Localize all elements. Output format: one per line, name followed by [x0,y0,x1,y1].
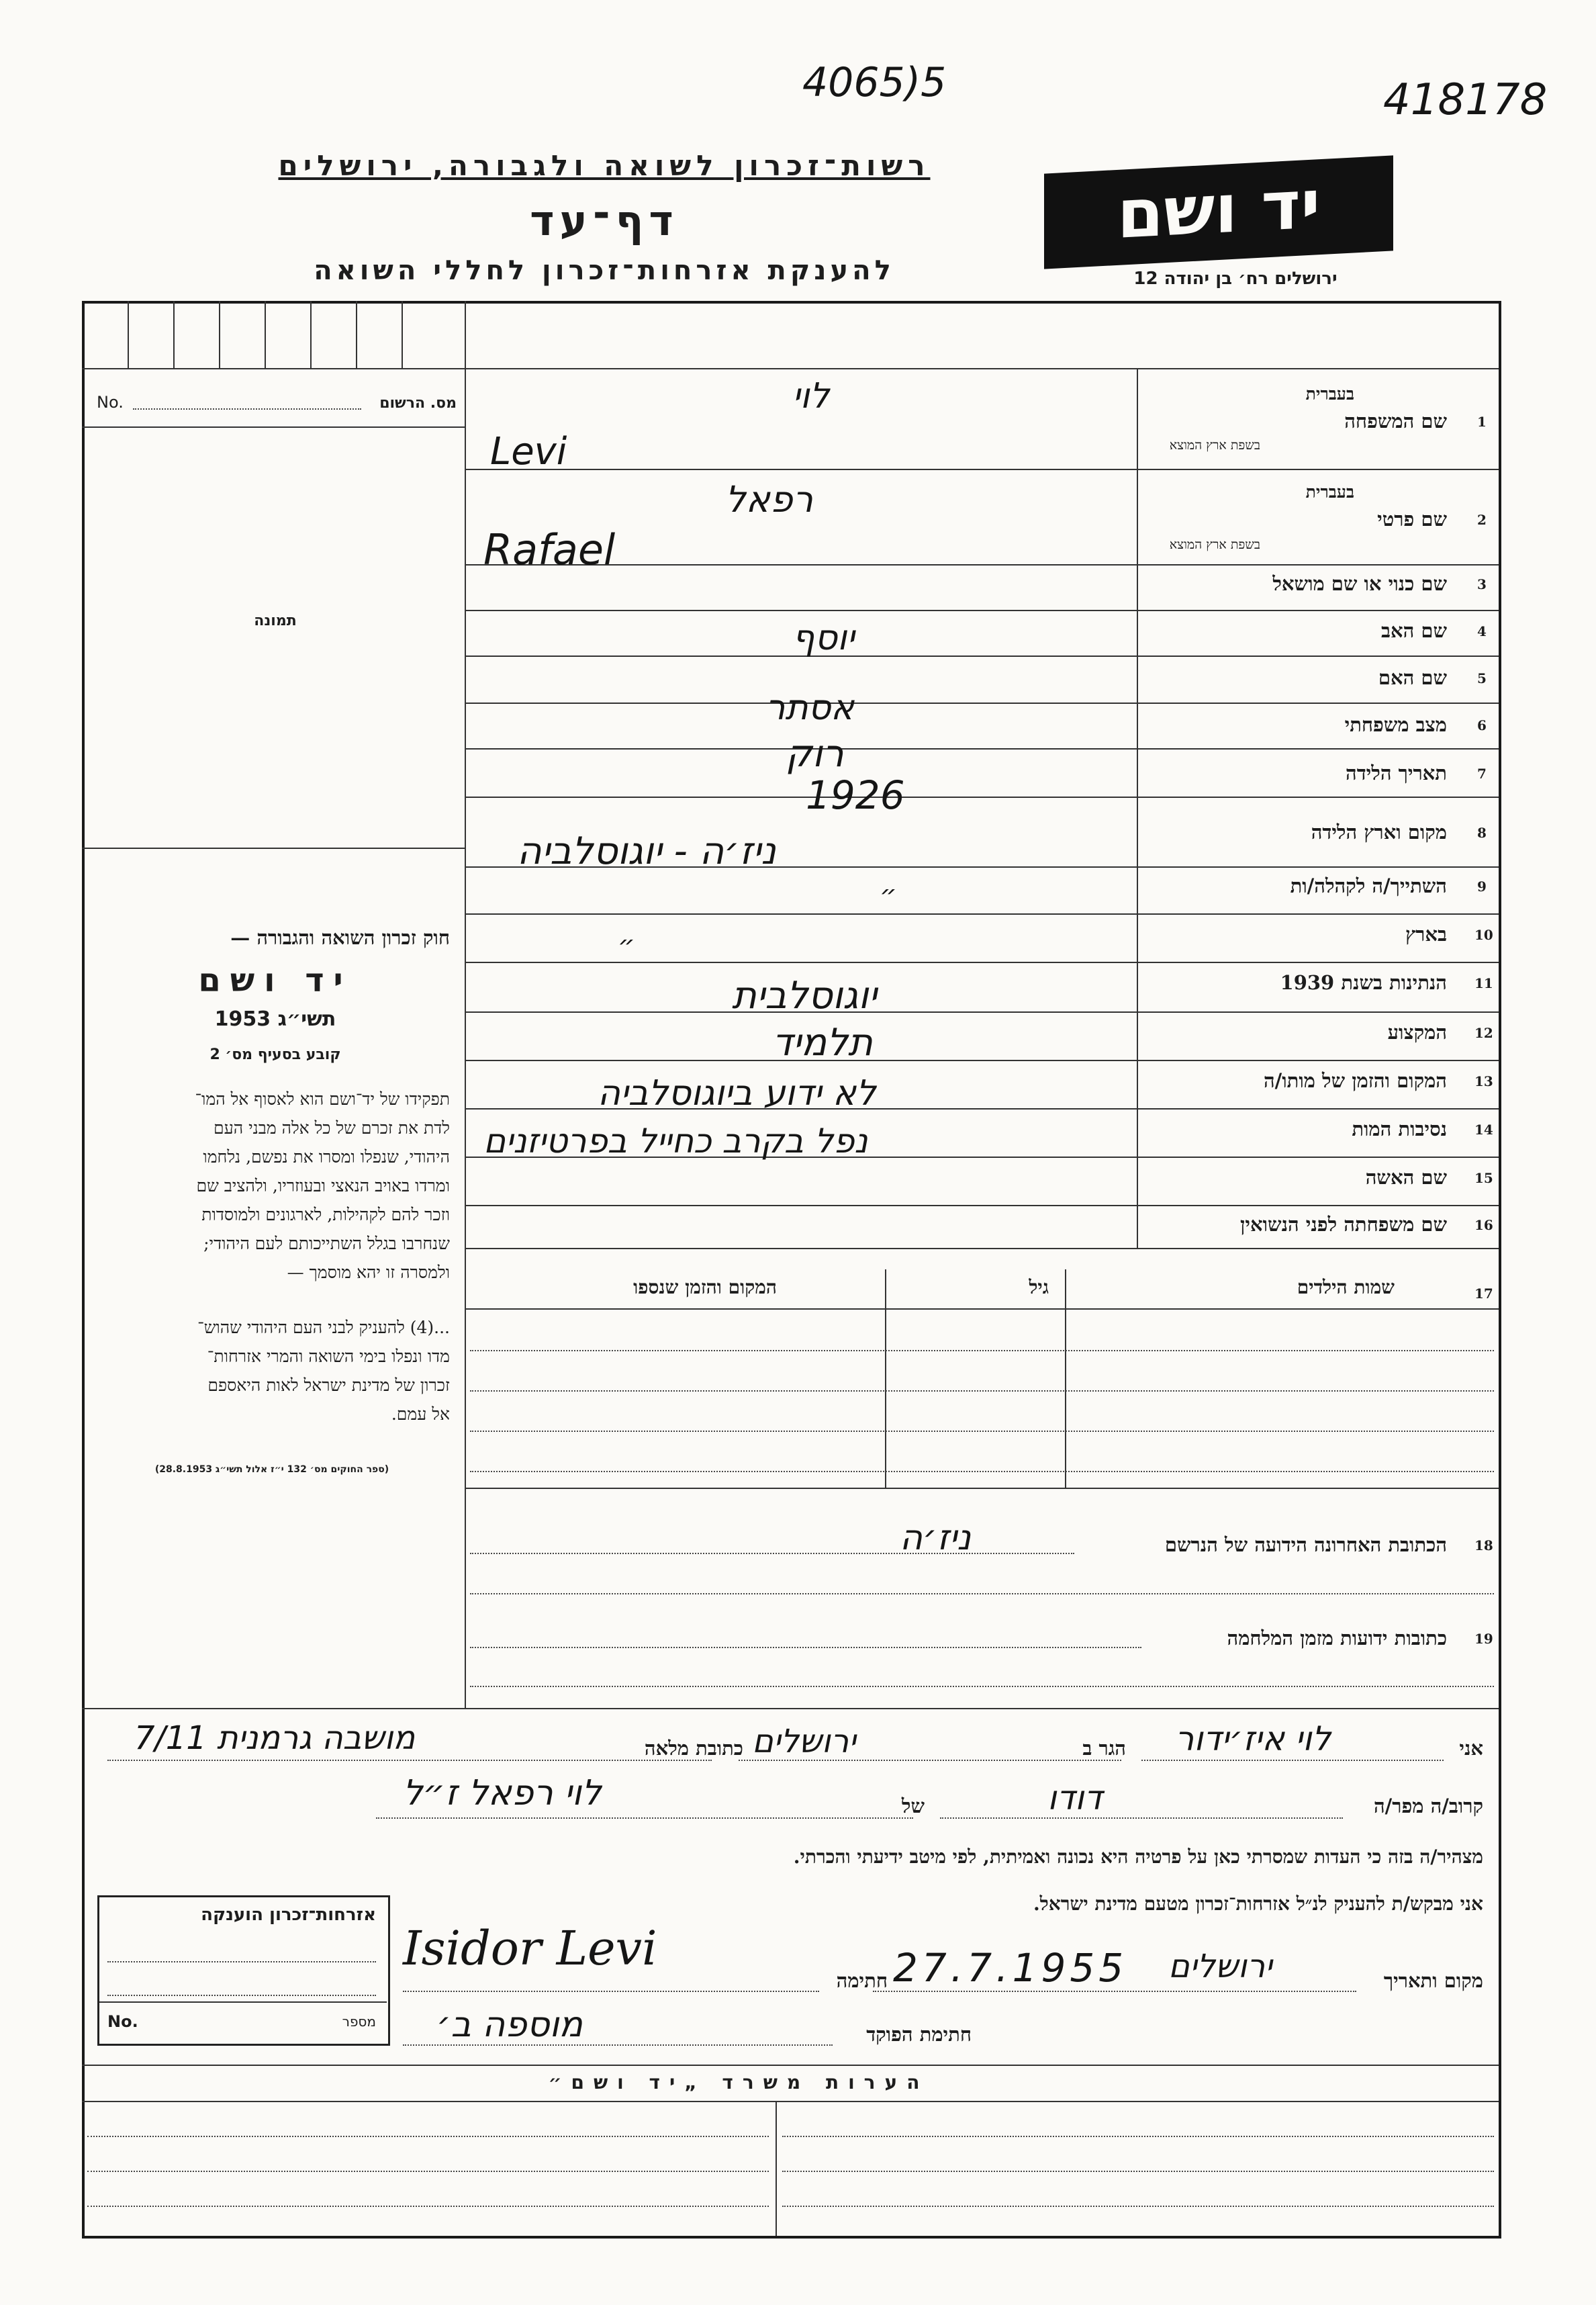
relative-name-value: לוי רפאל ז״ל [403,1773,602,1813]
grant-box-line-1 [107,1961,376,1962]
children-age-header: גיל [1029,1276,1049,1298]
death-circumstances-value: נפל בקרב כחייל בפרטיזנים [483,1122,868,1161]
profession-value: תלמיד [772,1021,873,1065]
declaration-address-label: כתובת מלאה [644,1737,743,1760]
children-col-1 [885,1269,886,1488]
field-18-label: הכתובת האחרונה הידועה של הנרשם [1164,1533,1447,1556]
signature-value: Isidor Levi [403,1921,657,1976]
law-name: יד ושם [198,962,353,999]
field-4-label: שם האב [1380,619,1447,642]
field-1-hebrew-sublabel: בעברית [1305,384,1354,404]
field-1-label: שם המשפחה [1344,410,1447,433]
law-year: תשי״ג 1953 [214,1007,336,1031]
grant-box-divider [99,2001,387,2003]
field-11-number: 11 [1474,975,1493,991]
field-1-number: 1 [1477,414,1487,430]
relative-name-line [376,1817,913,1819]
field-2-label: שם פרטי [1377,508,1447,531]
field-1-bottom [1137,469,1499,470]
field-15-label: שם האשה [1365,1166,1447,1189]
law-paragraph-1: תפקידו של יד־ושם הוא לאסוף אל המו־ לדת את זכרם של כל אלה מבני העם היהודי, שנפלו ומסרו את נפשם, נלחמו ומרדו באויב הנאצי ובעוזריו, ולהציב שם וזכר להם לקהילות, לארגונים ולמוסדות שנחרבו בגלל השתייכותם לעם היהודי; ולמסרה זו יהא מוסמך — [195,1089,450,1282]
children-names-header: שמות הילדים [1297,1276,1395,1298]
field-6-number: 6 [1477,717,1487,733]
remarks-divider [776,2101,777,2236]
registry-label: מס. הרשום [379,395,457,412]
registry-no-label: No. [97,393,124,412]
code-row-bottom [82,368,1499,369]
firstname-hebrew-value: רפאל [725,478,813,521]
mother-value: אסתר [765,688,855,728]
field-13-label: המקום והזמן של מותו/ה [1263,1069,1447,1092]
frame-left [82,301,85,2239]
fields-section-bottom [82,1708,1499,1709]
field-14-label: נסיבות המות [1352,1118,1447,1140]
yad-vashem-logo: יד ושם [1044,155,1393,269]
left-col-divider [465,301,466,1708]
authority-title: רשות־זכרון לשואה ולגבורה, ירושלים [278,149,931,182]
field-10-number: 10 [1474,927,1493,943]
field-9-label: השתייך/ה לקהלה/ות [1290,874,1447,897]
remarks-title-bottom [82,2101,1499,2102]
last-address-value: ניז׳ה [900,1518,972,1558]
field-6-label: מצב משפחתי [1344,713,1447,736]
relation-line [940,1817,1343,1819]
registry-no-line [133,408,361,410]
field-13-number: 13 [1474,1073,1493,1089]
community-value: ״ [880,880,897,911]
grant-box-line-2 [107,1995,376,1996]
surname-hebrew-value: לוי [792,376,830,416]
nationality-value: יוגוסלבית [732,974,877,1018]
form-title: דף־עד [530,196,679,245]
field-10-label: בארץ [1405,923,1447,946]
law-section: קובע בסעיף מס׳ 2 [209,1046,341,1063]
marital-status-value: רוק [786,732,844,776]
registry-bottom [82,426,466,428]
field-19-number: 19 [1474,1631,1493,1647]
grant-box-number-label: מספר [342,2014,376,2030]
field-18-line-2 [470,1593,1494,1594]
father-value: יוסף [792,618,855,658]
field-5-number: 5 [1477,670,1487,686]
declaration-ani: אני [1459,1737,1483,1760]
frame-bottom [82,2236,1501,2239]
field-19-label: כתובות ידועות מזמן המלחמה [1227,1627,1447,1649]
country-value: ״ [618,930,635,961]
field-5-label: שם האם [1378,666,1447,689]
field-19-line [470,1647,1141,1648]
field-11-label: הנתינות בשנת 1939 [1280,971,1447,994]
address-line [107,1760,712,1761]
place-date-label: מקום ותאריך [1383,1969,1483,1992]
field-2-bottom [1137,564,1499,566]
place-date-line [873,1991,1356,1992]
law-title: חוק זכרון השואה והגבורה — [230,926,450,949]
relation-value: דודו [1047,1778,1102,1817]
photo-label: תמונה [254,613,297,629]
declaration-resident: הגר ב [1082,1737,1126,1760]
field-16-label: שם משפחתה לפני הנשואין [1240,1213,1447,1236]
frame-top [82,301,1501,304]
grant-box-title: אזרחות־זכרון הוענקה [201,1905,376,1925]
field-2-number: 2 [1477,512,1487,528]
place-value: ירושלים [1168,1948,1272,1985]
remarks-top [82,2065,1499,2066]
birthplace-value: ניז׳ה - יוגוסלביה [517,829,776,873]
death-place-value: לא ידוע ביוגוסלביה [598,1073,876,1114]
field-12-number: 12 [1474,1025,1493,1041]
field-2-native-sublabel: בשפת ארץ המוצא [1169,537,1260,552]
declarant-line [1141,1760,1444,1761]
declarant-value: לוי איז׳ידור [1175,1719,1331,1758]
signature-label: חתימה [836,1969,888,1992]
law-citation: (ספר החוקים מס׳ 132 י״ז אלול תשי״ג 28.8.1953) [154,1464,389,1475]
archive-top-number: 4065)5 [802,59,947,106]
declaration-statement-1: מצהיר/ה בזה כי העדות שמסרתי כאן על פרטיה היא נכונה ואמיתית, לפי מיטב ידיעתי והכרתי. [793,1846,1483,1868]
field-18-number: 18 [1474,1537,1493,1553]
field-15-number: 15 [1474,1170,1493,1186]
form-purpose: להענקת אזרחות־זכרון לחללי השואה [314,255,895,286]
law-paragraph-2: ...(4) להעניק לבני העם היהודי שהוש־ מדו ונפלו בימי השואה והמרי אזרחות־ זכרון של מדינת ישראל לאות היאספם אל עמם. [197,1318,450,1424]
remarks-title: הערות משרד „יד ושם״ [548,2071,929,2093]
address-value: מושבה גרמנית 7/11 [134,1719,416,1757]
surname-native-value: Levi [490,430,567,473]
field-2-hebrew-sublabel: בעברית [1305,482,1354,502]
children-table-bottom [465,1488,1499,1489]
children-col-2 [1065,1269,1066,1488]
logo-address: ירושלים רח׳ בן יהודה 12 [1133,269,1337,289]
date-value: 27.7.1955 [893,1945,1128,1991]
declaration-relative-label: קרוב/ה מפר/ה [1373,1795,1483,1817]
firstname-native-value: Rafael [483,525,616,574]
birth-date-value: 1926 [806,772,905,818]
field-8-label: מקום וארץ הלידה [1311,821,1447,844]
city-value: ירושלים [752,1723,856,1760]
field-4-number: 4 [1477,623,1487,639]
field-8-number: 8 [1477,825,1487,841]
field-14-number: 14 [1474,1122,1493,1138]
field-1-native-sublabel: בשפת ארץ המוצא [1169,438,1260,453]
field-16-number: 16 [1474,1217,1493,1233]
children-place-header: המקום והזמן שנספו [633,1276,777,1298]
officer-value: מוספה ב׳ [436,2005,583,2045]
field-18-line [470,1553,1074,1554]
photo-bottom [82,848,466,849]
children-header-bottom [465,1308,1499,1310]
label-col-divider [1137,368,1138,1248]
field-3-number: 3 [1477,576,1487,592]
frame-right [1499,301,1501,2239]
grant-box-no: No. [107,2012,138,2031]
field-12-label: המקצוע [1387,1021,1447,1044]
field-7-number: 7 [1477,766,1487,782]
declaration-of-label: של [901,1795,925,1817]
officer-label: חתימת הפוקד [866,2023,972,2046]
declaration-statement-2: אני מבקש/ת להעניק לנ״ל אזרחות־זכרון מטעם מדינת ישראל. [1033,1893,1483,1915]
field-7-label: תאריך הלידה [1346,762,1447,784]
field-17-number: 17 [1474,1285,1493,1302]
field-19-line-2 [470,1686,1494,1687]
field-9-number: 9 [1477,878,1487,895]
signature-line [403,1991,819,1992]
field-3-label: שם כנוי או שם מושאל [1272,572,1447,595]
archive-id-number: 418178 [1383,75,1548,125]
